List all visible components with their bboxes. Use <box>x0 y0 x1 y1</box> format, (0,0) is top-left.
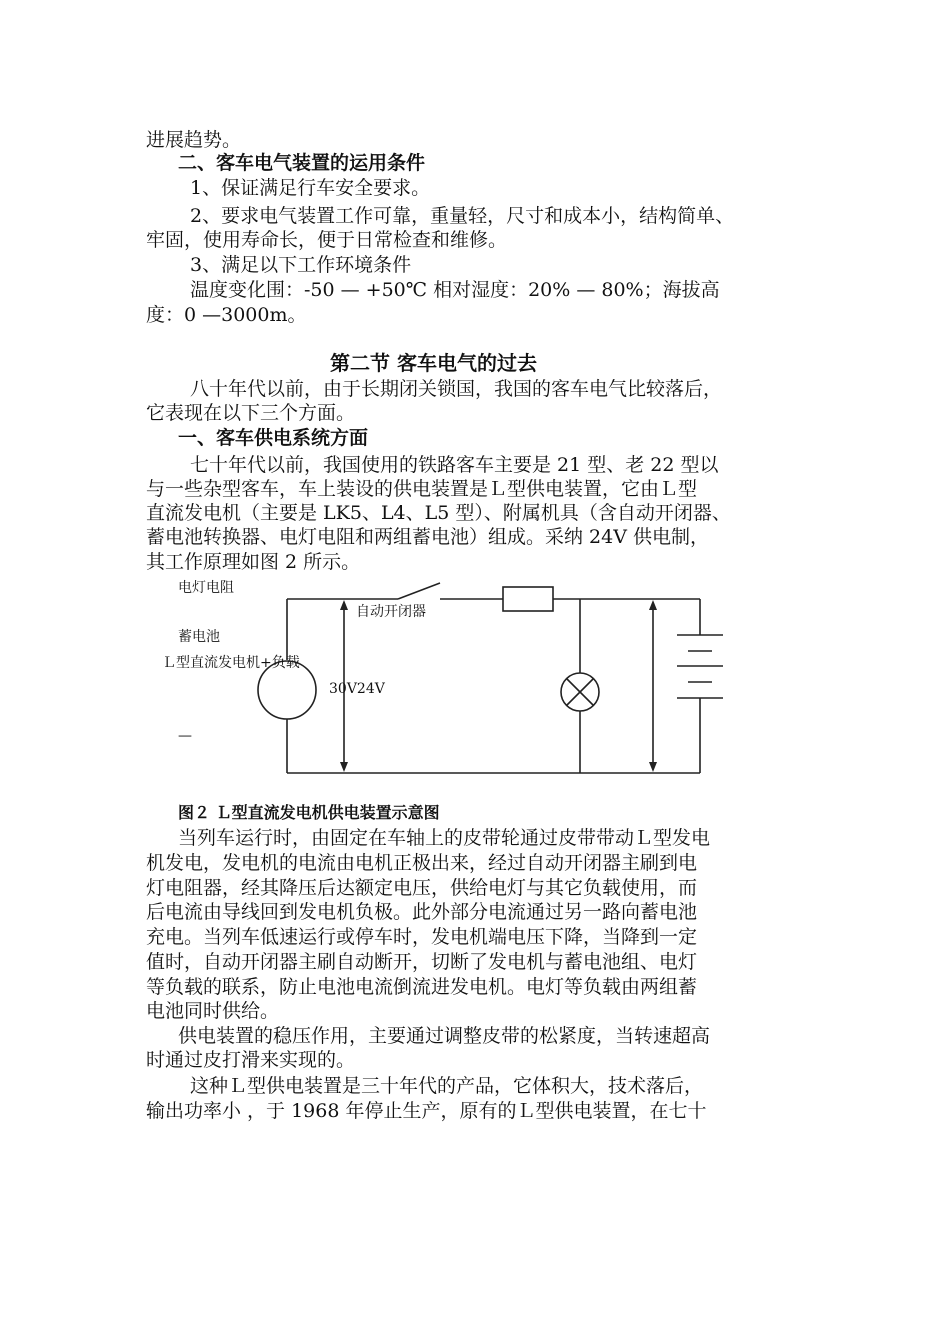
section-heading: 一、客车供电系统方面 <box>178 427 369 449</box>
label-lamp-resistor: 电灯电阻 <box>178 580 234 596</box>
text-line: 2、要求电气装置工作可靠，重量轻，尺寸和成本小，结构简单、 <box>190 205 735 227</box>
arrow-head <box>649 762 657 772</box>
text-line: 输出功率小 ，于 1968 年停止生产，原有的Ｌ型供电装置，在七十 <box>146 1100 707 1122</box>
text-line: 等负载的联系，防止电池电流倒流进发电机。电灯等负载由两组蓄 <box>146 976 698 998</box>
label-generator: Ｌ型直流发电机+负载 <box>162 655 300 671</box>
text-line: 温度变化围：-50 — +50℃ 相对湿度：20% — 80%；海拔高 <box>190 279 720 301</box>
text-line: 电池同时供给。 <box>146 1000 280 1022</box>
text-line: 1、保证满足行车安全要求。 <box>190 177 431 199</box>
text-line: 充电。当列车低速运行或停车时，发电机端电压下降，当降到一定 <box>146 926 698 948</box>
text-line: 进展趋势。 <box>146 129 242 151</box>
text-line: 后电流由导线回到发电机负极。此外部分电流通过另一路向蓄电池 <box>146 901 698 923</box>
text-line: 牢固，使用寿命长，便于日常检查和维修。 <box>146 229 508 251</box>
arrow-head <box>649 600 657 610</box>
arrow-head <box>340 600 348 610</box>
text-line: 七十年代以前，我国使用的铁路客车主要是 21 型、老 22 型以 <box>190 454 719 476</box>
text-line: 蓄电池转换器、电灯电阻和两组蓄电池）组成。采纳 24V 供电制， <box>146 526 709 548</box>
text-line: 时通过皮打滑来实现的。 <box>146 1049 356 1071</box>
text-line: 其工作原理如图 2 所示。 <box>146 551 361 573</box>
text-line: 机发电，发电机的电流由电机正极出来，经过自动开闭器主刷到电 <box>146 852 698 874</box>
text-line: 直流发电机（主要是 LK5、L4、L5 型）、附属机具（含自动开闭器、 <box>146 502 731 524</box>
text-line: 灯电阻器，经其降压后达额定电压，供给电灯与其它负载使用，而 <box>146 877 698 899</box>
text-line: 八十年代以前，由于长期闭关锁国，我国的客车电气比较落后， <box>190 378 723 400</box>
switch-blade <box>398 583 440 599</box>
text-line: 当列车运行时，由固定在车轴上的皮带轮通过皮带带动Ｌ型发电 <box>178 827 711 849</box>
text-line: 3、满足以下工作环境条件 <box>190 254 412 276</box>
figure-caption: 图２ Ｌ型直流发电机供电装置示意图 <box>178 803 440 822</box>
page-title: 第二节 客车电气的过去 <box>330 351 537 375</box>
arrow-head <box>340 762 348 772</box>
resistor <box>503 587 553 611</box>
label-voltage: 30V24V <box>329 681 385 697</box>
text-line: 与一些杂型客车，车上装设的供电装置是Ｌ型供电装置，它由Ｌ型 <box>146 478 698 500</box>
text-line: 这种Ｌ型供电装置是三十年代的产品，它体积大，技术落后， <box>190 1075 704 1097</box>
text-line: 它表现在以下三个方面。 <box>146 402 356 424</box>
text-line: 值时，自动开闭器主刷自动断开，切断了发电机与蓄电池组、电灯 <box>146 951 698 973</box>
section-heading: 二、客车电气装置的运用条件 <box>178 152 426 174</box>
label-battery: 蓄电池 <box>178 629 220 645</box>
text-line: 供电装置的稳压作用，主要通过调整皮带的松紧度，当转速超高 <box>178 1025 711 1047</box>
label-auto-switch: 自动开闭器 <box>356 604 426 620</box>
label-minus: — <box>178 728 192 744</box>
text-line: 度：0 —3000m。 <box>146 304 307 326</box>
